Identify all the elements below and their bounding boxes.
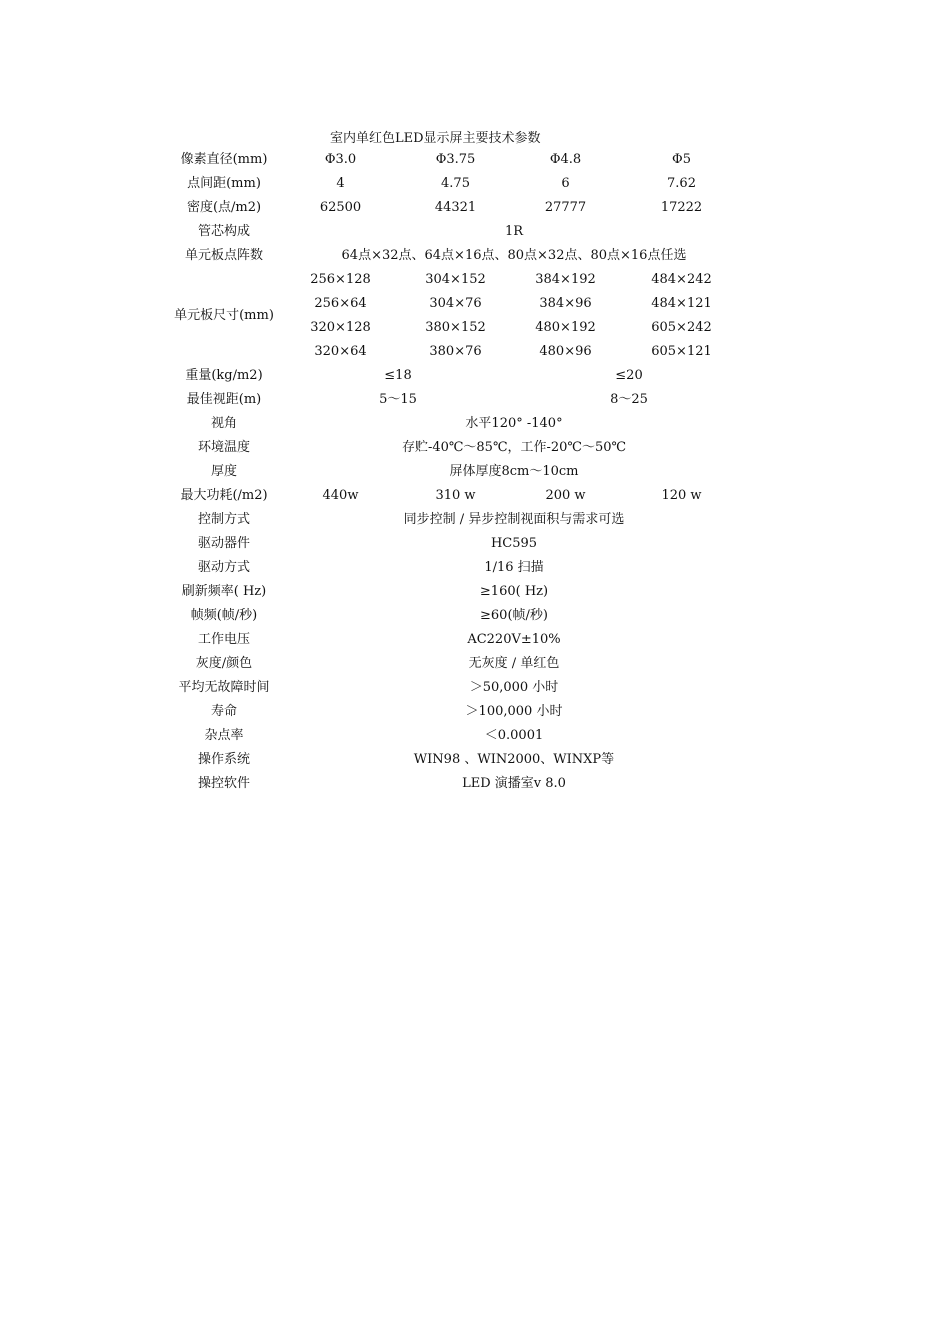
- table-row: [165, 244, 745, 268]
- row-value: ≤20: [615, 368, 643, 383]
- row-value: 6: [561, 176, 570, 191]
- row-value: 屏体厚度8cm～10cm: [449, 464, 579, 479]
- row-value: 200 w: [545, 488, 586, 503]
- row-value: 256×128: [310, 272, 371, 287]
- table-row: [165, 460, 745, 484]
- row-value: 304×152: [425, 272, 486, 287]
- row-label: 密度(点/m2): [186, 200, 262, 215]
- row-value: 605×242: [651, 320, 712, 335]
- row-value: 320×128: [310, 320, 371, 335]
- table-row: [165, 772, 745, 796]
- row-value: 27777: [544, 200, 587, 215]
- row-label: 驱动器件: [197, 536, 250, 551]
- row-label: 视角: [210, 416, 237, 431]
- row-value: Φ5: [672, 152, 691, 167]
- row-label: 点间距(mm): [187, 176, 261, 191]
- row-value: 440w: [322, 488, 359, 503]
- row-value: 无灰度 / 单红色: [468, 656, 560, 671]
- table-row: [165, 484, 745, 508]
- row-value: Φ3.0: [324, 152, 357, 167]
- table-row: [165, 388, 745, 412]
- table-row: [165, 628, 745, 652]
- row-value: 380×152: [425, 320, 486, 335]
- table-row: [165, 148, 745, 172]
- row-value: 480×192: [535, 320, 596, 335]
- row-label: 单元板点阵数: [184, 248, 263, 263]
- row-value: 304×76: [429, 296, 482, 311]
- row-label: 重量(kg/m2): [185, 368, 263, 383]
- row-value: LED 演播室v 8.0: [462, 776, 566, 791]
- row-value: 44321: [434, 200, 477, 215]
- row-value: HC595: [490, 536, 538, 551]
- row-label: 寿命: [210, 704, 237, 719]
- row-label: 操控软件: [197, 776, 250, 791]
- table-row: [165, 580, 745, 604]
- row-value: 1R: [504, 224, 524, 239]
- table-row: [165, 556, 745, 580]
- row-value: 310 w: [435, 488, 476, 503]
- table-row: [165, 724, 745, 748]
- table-row: [165, 676, 745, 700]
- row-label: 最大功耗(/m2): [180, 488, 268, 503]
- row-value: 256×64: [314, 296, 367, 311]
- row-label: 像素直径(mm): [180, 152, 268, 167]
- table-row: [165, 196, 745, 220]
- table-row: [165, 268, 745, 292]
- row-label: 操作系统: [197, 752, 250, 767]
- table-row: [165, 508, 745, 532]
- row-value: 120 w: [661, 488, 702, 503]
- row-value: 水平120° -140°: [465, 416, 563, 431]
- row-label: 最佳视距(m): [186, 392, 262, 407]
- row-value: 384×96: [539, 296, 592, 311]
- row-value: ＜0.0001: [484, 728, 544, 743]
- table-row: [165, 412, 745, 436]
- row-value: 484×242: [651, 272, 712, 287]
- table-row: [165, 532, 745, 556]
- row-value: AC220V±10%: [467, 632, 561, 647]
- row-label: 工作电压: [197, 632, 250, 647]
- spec-table-body: [165, 148, 745, 796]
- table-row: [165, 604, 745, 628]
- row-label: 单元板尺寸(mm): [174, 308, 274, 323]
- row-label: 杂点率: [204, 728, 244, 743]
- row-value: 605×121: [651, 344, 712, 359]
- row-value: 480×96: [539, 344, 592, 359]
- table-row: [165, 700, 745, 724]
- row-label: 刷新频率( Hz): [181, 584, 267, 599]
- row-value: ＞50,000 小时: [469, 680, 559, 695]
- row-label: 控制方式: [197, 512, 250, 527]
- row-value: 8～25: [610, 392, 648, 407]
- row-value: 同步控制 / 异步控制视面积与需求可选: [403, 512, 625, 527]
- row-value: 17222: [660, 200, 703, 215]
- table-row: [165, 748, 745, 772]
- row-value: ≥160( Hz): [479, 584, 549, 599]
- row-value: Φ3.75: [435, 152, 476, 167]
- row-value: ＞100,000 小时: [465, 704, 563, 719]
- spec-table: [165, 148, 745, 796]
- document-title: 室内单红色LED显示屏主要技术参数: [330, 131, 541, 146]
- row-value: 4: [336, 176, 345, 191]
- row-value: 5～15: [379, 392, 417, 407]
- row-value: 320×64: [314, 344, 367, 359]
- row-value: WIN98 、WIN2000、WINXP等: [413, 752, 615, 767]
- row-value: 380×76: [429, 344, 482, 359]
- table-row: [165, 220, 745, 244]
- row-value: ≥60(帧/秒): [480, 608, 548, 623]
- row-value: 64点×32点、64点×16点、80点×32点、80点×16点任选: [341, 248, 687, 263]
- table-row: [165, 172, 745, 196]
- table-row: [165, 436, 745, 460]
- row-label: 环境温度: [197, 440, 250, 455]
- row-value: 484×121: [651, 296, 712, 311]
- row-value: 62500: [319, 200, 362, 215]
- row-label: 驱动方式: [197, 560, 250, 575]
- row-label: 管芯构成: [197, 224, 250, 239]
- row-label: 厚度: [210, 464, 237, 479]
- row-value: 1/16 扫描: [484, 560, 544, 575]
- row-value: Φ4.8: [549, 152, 582, 167]
- row-value: 4.75: [441, 176, 470, 191]
- row-value: ≤18: [384, 368, 412, 383]
- row-label: 帧频(帧/秒): [190, 608, 258, 623]
- row-label: 灰度/颜色: [195, 656, 253, 671]
- row-value: 存贮-40℃～85℃，工作-20℃～50℃: [401, 440, 627, 455]
- row-value: 7.62: [667, 176, 696, 191]
- table-row: [165, 364, 745, 388]
- table-row: [165, 652, 745, 676]
- row-value: 384×192: [535, 272, 596, 287]
- row-label: 平均无故障时间: [178, 680, 270, 695]
